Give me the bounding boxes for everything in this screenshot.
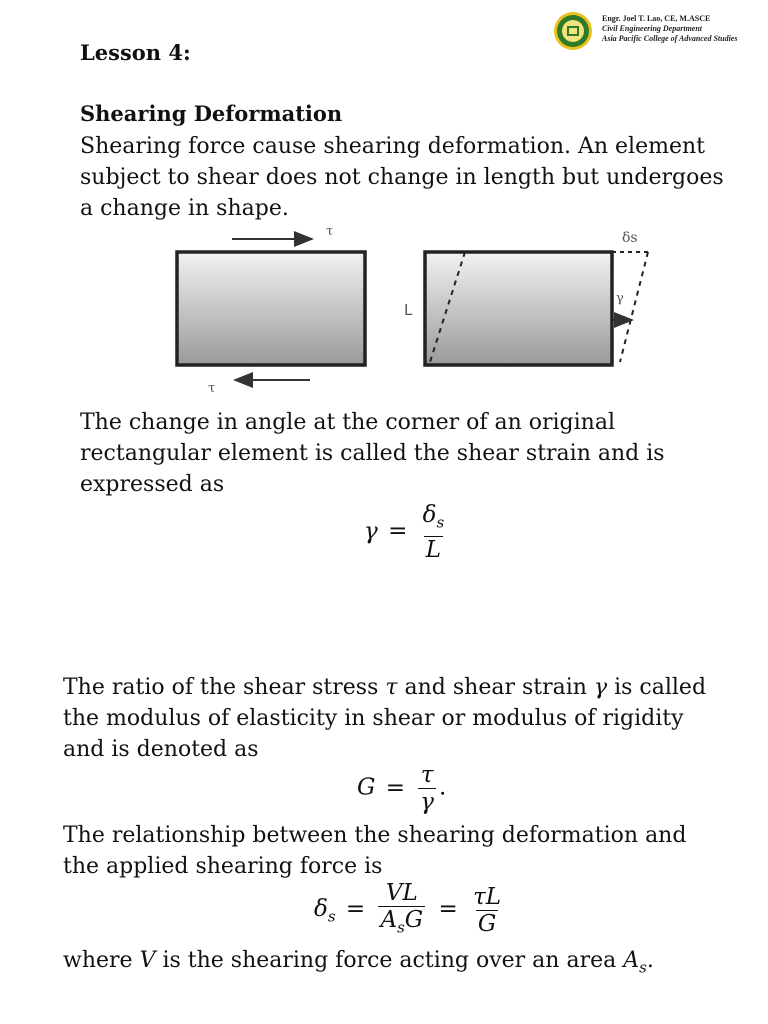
- intro-line: subject to shear does not change in length but undergoes: [80, 165, 724, 190]
- intro-line: a change in shape.: [80, 196, 289, 221]
- eq1-equals: =: [388, 518, 408, 545]
- deformed-right-edge-dashed: [620, 252, 648, 362]
- modulus-paragraph: [63, 672, 706, 765]
- intro-line: Shearing force cause shearing deformation. An element: [80, 134, 705, 159]
- where-line: where V is the shearing force acting over an area $A_s$.: [63, 948, 654, 977]
- eq1-lhs: γ: [364, 518, 378, 545]
- shear-deformation-figure: [160, 220, 660, 400]
- eq3-lhs: $\delta_s$: [314, 896, 336, 926]
- eq2-lhs: G: [357, 774, 376, 801]
- eq2-numerator: τ: [420, 762, 434, 788]
- intro-paragraph: [80, 131, 724, 224]
- gamma-label: γ: [616, 291, 624, 306]
- strain-line: rectangular element is called the shear strain and is: [80, 441, 665, 466]
- shear-modulus-equation: [357, 762, 446, 815]
- author-name: Engr. Joel T. Lao, CE, M.ASCE: [602, 14, 711, 23]
- eq3-fraction-1: [378, 880, 425, 941]
- eq1-fraction: [421, 502, 447, 563]
- relationship-line: The relationship between the shearing deformation and: [63, 823, 687, 848]
- tau-bottom-label: τ: [208, 381, 216, 396]
- strain-line: expressed as: [80, 472, 225, 497]
- eq2-equals: =: [385, 774, 405, 801]
- eq1-denominator: L: [425, 536, 442, 563]
- relationship-line: the applied shearing force is: [63, 854, 383, 879]
- college-seal-logo: [553, 11, 593, 51]
- eq3-numerator-1: VL: [385, 880, 418, 906]
- eq1-numerator: $\delta_s$: [422, 502, 445, 532]
- eq2-period: .: [439, 774, 447, 801]
- relationship-paragraph: [63, 820, 686, 882]
- eq3-equals-1: =: [345, 896, 366, 923]
- deformed-element-rect: [425, 252, 612, 365]
- author-header: [602, 14, 737, 44]
- strain-line: The change in angle at the corner of an original: [80, 410, 615, 435]
- tau-top-label: τ: [326, 224, 334, 239]
- shear-strain-paragraph: [80, 407, 665, 500]
- eq3-equals-2: =: [438, 896, 458, 923]
- modulus-line: the modulus of elasticity in shear or modulus of rigidity: [63, 706, 684, 731]
- shear-strain-equation: [364, 502, 449, 563]
- delta-s-label: δs: [622, 230, 638, 246]
- eq3-fraction-2: [471, 884, 503, 937]
- eq3-numerator-2: τL: [473, 883, 502, 910]
- modulus-line: The ratio of the shear stress τ and shear strain γ is called: [63, 675, 707, 700]
- original-element-rect: [177, 252, 365, 365]
- length-label: L: [404, 301, 413, 319]
- eq2-fraction: [418, 762, 436, 815]
- department: Civil Engineering Department: [602, 24, 703, 33]
- section-title: Shearing Deformation: [80, 101, 343, 126]
- eq3-denominator-2: G: [477, 910, 497, 937]
- eq2-denominator: γ: [420, 789, 435, 815]
- lesson-title: Lesson 4:: [80, 40, 191, 65]
- modulus-line: and is denoted as: [63, 737, 259, 762]
- college-name: Asia Pacific College of Advanced Studies: [602, 34, 738, 43]
- eq3-denominator-1: $A_sG$: [378, 906, 425, 941]
- shear-deformation-equation: [314, 880, 506, 941]
